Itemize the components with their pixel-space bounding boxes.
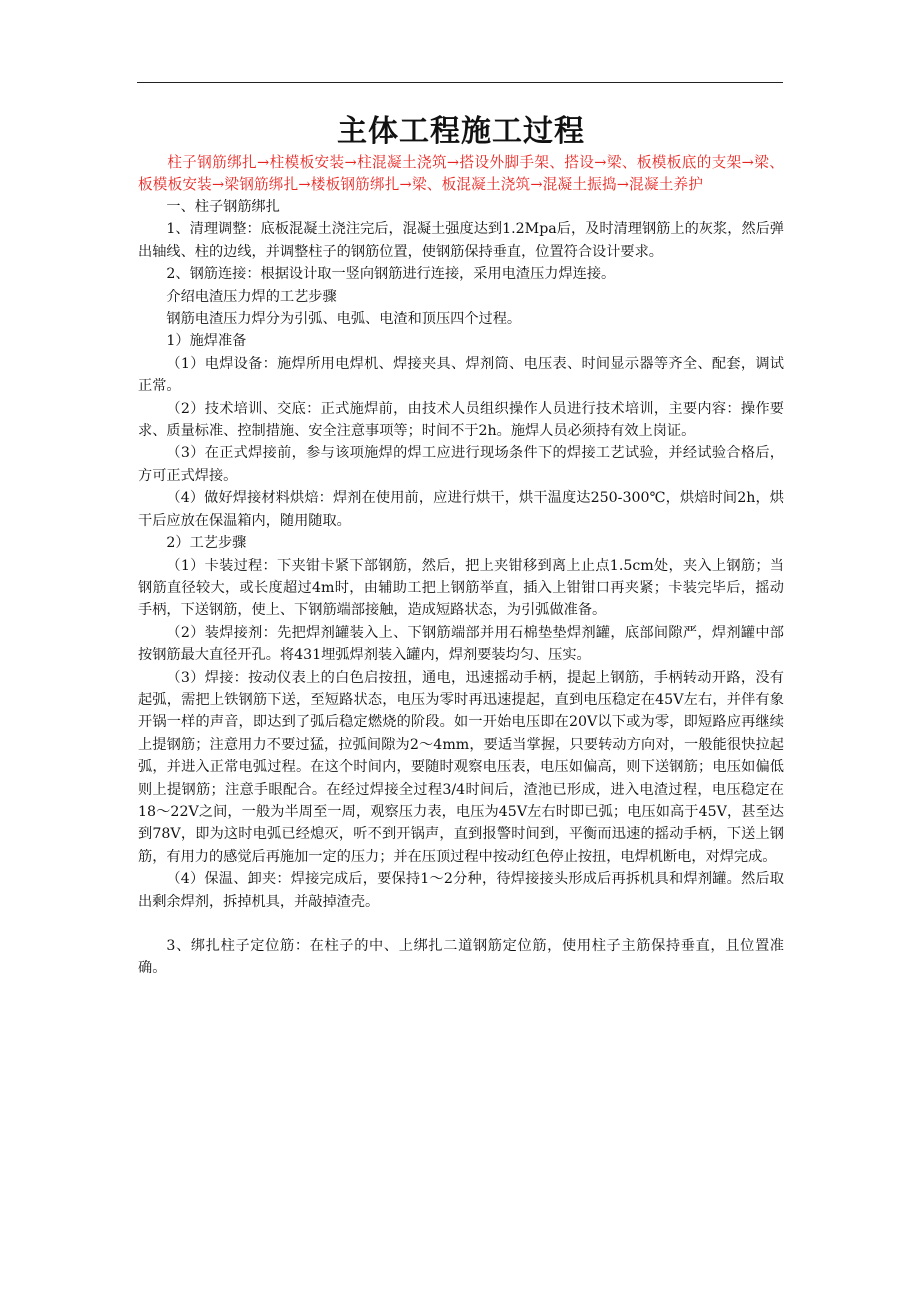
paragraph-welding: （3）焊接：按动仪表上的白色启按扭，通电，迅速摇动手柄，提起上钢筋，手柄转动开路，没有起弧，需把上铁钢筋下送，至短路状态，电压为零时再迅速提起，直到电压稳定在45V左右，并伴有象开锅一样的声音，即达到了弧后稳定燃烧的阶段。如一开始电压即在20V以下或为零，即短路应再继续上提钢筋；注意用力不要过猛，拉弧间隙为2～4mm，要适当掌握，只要转动方向对，一般能很快拉起弧，并进入正常电弧过程。在这个时间内，要随时观察电压表，电压如偏高，则下送钢筋；电压如偏低则上提钢筋；注意手眼配合。在经过焊接全过程3/4时间后，渣池已形成，进入电渣过程，电压稳定在18～22V之间，一般为半周至一周，观察压力表，电压为45V左右时即已弧；电压如高于45V，甚至达到78V，即为这时电弧已经熄灭，听不到开锅声，直到报警时间到，平衡而迅速的摇动手柄，下送上钢筋，有用力的感觉后再施加一定的压力；并在压顶过程中按动红色停止按扭，电焊机断电，对焊完成。 [138, 669, 784, 865]
paragraph-training: （2）技术培训、交底：正式施焊前，由技术人员组织操作人员进行技术培训，主要内容：操作要求、质量标准、控制措施、安全注意事项等；时间不于2h。施焊人员必须持有效上岗证。 [138, 400, 784, 440]
paragraph-cleanup: 1、清理调整：底板混凝土浇注完后，混凝土强度达到1.2Mpa后，及时清理钢筋上的灰浆，然后弹出轴线、柱的边线，并调整柱子的钢筋位置，使钢筋保持垂直，位置符合设计要求。 [138, 221, 784, 260]
page-title: 主体工程施工过程 [337, 114, 585, 149]
paragraph-flux-drying: （4）做好焊接材料烘焙：焊剂在使用前，应进行烘干，烘干温度达250-300℃，烘焙时间2h，烘干后应放在保温箱内，随用随取。 [138, 490, 784, 529]
subheading-preparation: 1）施焊准备 [166, 333, 247, 350]
paragraph-trial-weld: （3）在正式焊接前，参与该项施焊的焊工应进行现场条件下的焊接工艺试验，并经试验合格后，方可正式焊接。 [138, 445, 784, 484]
paragraph-intro-electroslag: 介绍电渣压力焊的工艺步骤 [166, 288, 337, 305]
paragraph-four-stages: 钢筋电渣压力焊分为引弧、电弧、电渣和顶压四个过程。 [166, 311, 522, 328]
paragraph-clamping: （1）卡装过程：下夹钳卡紧下部钢筋，然后，把上夹钳移到离上止点1.5cm处，夹入上钢筋；当钢筋直径较大，或长度超过4m时，由辅助工把上钢筋举直，插入上钳钳口再夹紧；卡装完毕后，摇动手柄，下送钢筋，使上、下钢筋端部接触，造成短路状态，为引弧做准备。 [138, 557, 784, 619]
blank-line [138, 913, 784, 935]
paragraph-flux-loading: （2）装焊接剂：先把焊剂罐装入上、下钢筋端部并用石棉垫垫焊剂罐，底部间隙严，焊剂罐中部按钢筋最大直径开孔。将431埋弧焊剂装入罐内，焊剂要装均匀、压实。 [138, 624, 784, 664]
subheading-process-steps: 2）工艺步骤 [166, 535, 247, 552]
paragraph-welding-equipment: （1）电焊设备：施焊所用电焊机、焊接夹具、焊剂筒、电压表、时间显示器等齐全、配套，调试正常。 [138, 355, 784, 395]
header-rule [137, 82, 783, 83]
section-heading-column-rebar: 一、柱子钢筋绑扎 [166, 199, 280, 215]
paragraph-rebar-connection: 2、钢筋连接：根据设计取一竖向钢筋进行连接，采用电渣压力焊连接。 [166, 266, 616, 283]
paragraph-unclamping: （4）保温、卸夹：焊接完成后，要保持1～2分种，待焊接接头形成后再拆机具和焊剂罐。然后取出剩余焊剂，拆掉机具，并敲掉渣壳。 [138, 871, 784, 910]
construction-flow-sequence: 柱子钢筋绑扎→柱模板安装→柱混凝土浇筑→搭设外脚手架、搭设→梁、板模板底的支架→梁、板模板安装→梁钢筋绑扎→楼板钢筋绑扎→梁、板混凝土浇筑→混凝土振捣→混凝土养护 [138, 154, 784, 193]
paragraph-locating-bars: 3、绑扎柱子定位筋：在柱子的中、上绑扎二道钢筋定位筋，使用柱子主筋保持垂直，且位置准确。 [138, 938, 784, 977]
document-body [138, 112, 784, 980]
